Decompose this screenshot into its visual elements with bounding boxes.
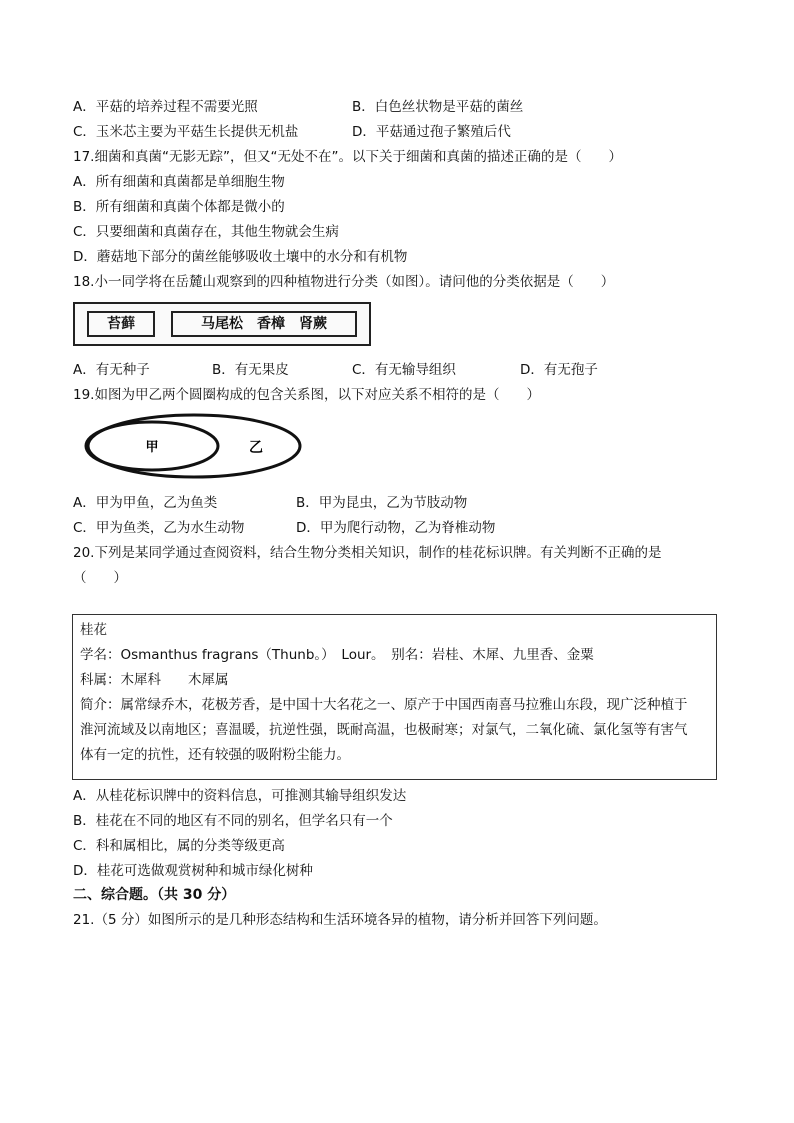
q18-group-other-plants: 马尾松 香樟 肾蕨 [171,311,357,337]
q17-option-b: B．所有细菌和真菌个体都是微小的 [73,199,285,215]
q19-option-c: C．甲为鱼类，乙为水生动物 [73,520,245,536]
q17-option-a: A．所有细菌和真菌都是单细胞生物 [73,174,285,190]
q20-option-d: D．桂花可选做观赏树种和城市绿化树种 [73,863,313,879]
q16-option-a: A．平菇的培养过程不需要光照 [73,99,258,115]
q18-option-d: D．有无孢子 [520,362,598,378]
q19-option-d: D．甲为爬行动物，乙为脊椎动物 [296,520,496,536]
q17-stem: 17.细菌和真菌“无影无踪”，但又“无处不在”。以下关于细菌和真菌的描述正确的是（ ） [73,149,622,165]
q19-option-a: A．甲为甲鱼，乙为鱼类 [73,495,218,511]
card-intro-line2: 淮河流域及以南地区；喜温暖，抗逆性强，既耐高温，也极耐寒；对氯气，二氧化硫、氯化氢等有害气 [80,722,688,738]
q19-venn-diagram [84,412,304,480]
q20-option-c: C．科和属相比，属的分类等级更高 [73,838,285,854]
section2-heading: 二、综合题。（共 30 分） [73,887,236,903]
q16-option-b: B．白色丝状物是平菇的菌丝 [352,99,524,115]
q16-option-c: C．玉米芯主要为平菇生长提供无机盐 [73,124,299,140]
outer-label: 乙 [249,440,263,456]
osmanthus-info-card [72,614,717,780]
q17-option-d: D．蘑菇地下部分的菌丝能够吸收土壤中的水分和有机物 [73,249,408,265]
card-family-genus: 科属：木犀科 木犀属 [80,672,229,688]
card-title: 桂花 [80,622,107,638]
card-scientific-name: 学名：Osmanthus fragrans（Thunb。） Lour。 别名：岩桂、木犀、九里香、金粟 [80,647,594,663]
q18-group-moss: 苔藓 [87,311,155,337]
card-intro-line3: 体有一定的抗性，还有较强的吸附粉尘能力。 [80,747,350,763]
q18-option-b: B．有无果皮 [212,362,289,378]
q19-stem: 19.如图为甲乙两个圆圈构成的包含关系图，以下对应关系不相符的是（ ） [73,387,540,403]
card-intro-line1: 简介：属常绿乔木，花极芳香，是中国十大名花之一、原产于中国西南喜马拉雅山东段，现广泛种植于 [80,697,688,713]
q20-stem-line2: （ ） [73,570,127,586]
q18-option-c: C．有无输导组织 [352,362,456,378]
q20-option-b: B．桂花在不同的地区有不同的别名，但学名只有一个 [73,813,393,829]
q16-option-d: D．平菇通过孢子繁殖后代 [352,124,511,140]
inner-label: 甲 [145,440,159,455]
q20-stem-line1: 20.下列是某同学通过查阅资料，结合生物分类相关知识，制作的桂花标识牌。有关判断不正确的是 [73,545,662,561]
q20-option-a: A．从桂花标识牌中的资料信息，可推测其输导组织发达 [73,788,407,804]
q21-stem: 21.（5 分）如图所示的是几种形态结构和生活环境各异的植物，请分析并回答下列问题。 [73,912,607,928]
q18-classification-figure [73,302,371,346]
q17-option-c: C．只要细菌和真菌存在，其他生物就会生病 [73,224,339,240]
q18-option-a: A．有无种子 [73,362,150,378]
q19-option-b: B．甲为昆虫，乙为节肢动物 [296,495,468,511]
q18-stem: 18.小一同学将在岳麓山观察到的四种植物进行分类（如图）。请问他的分类依据是（ ） [73,274,615,290]
